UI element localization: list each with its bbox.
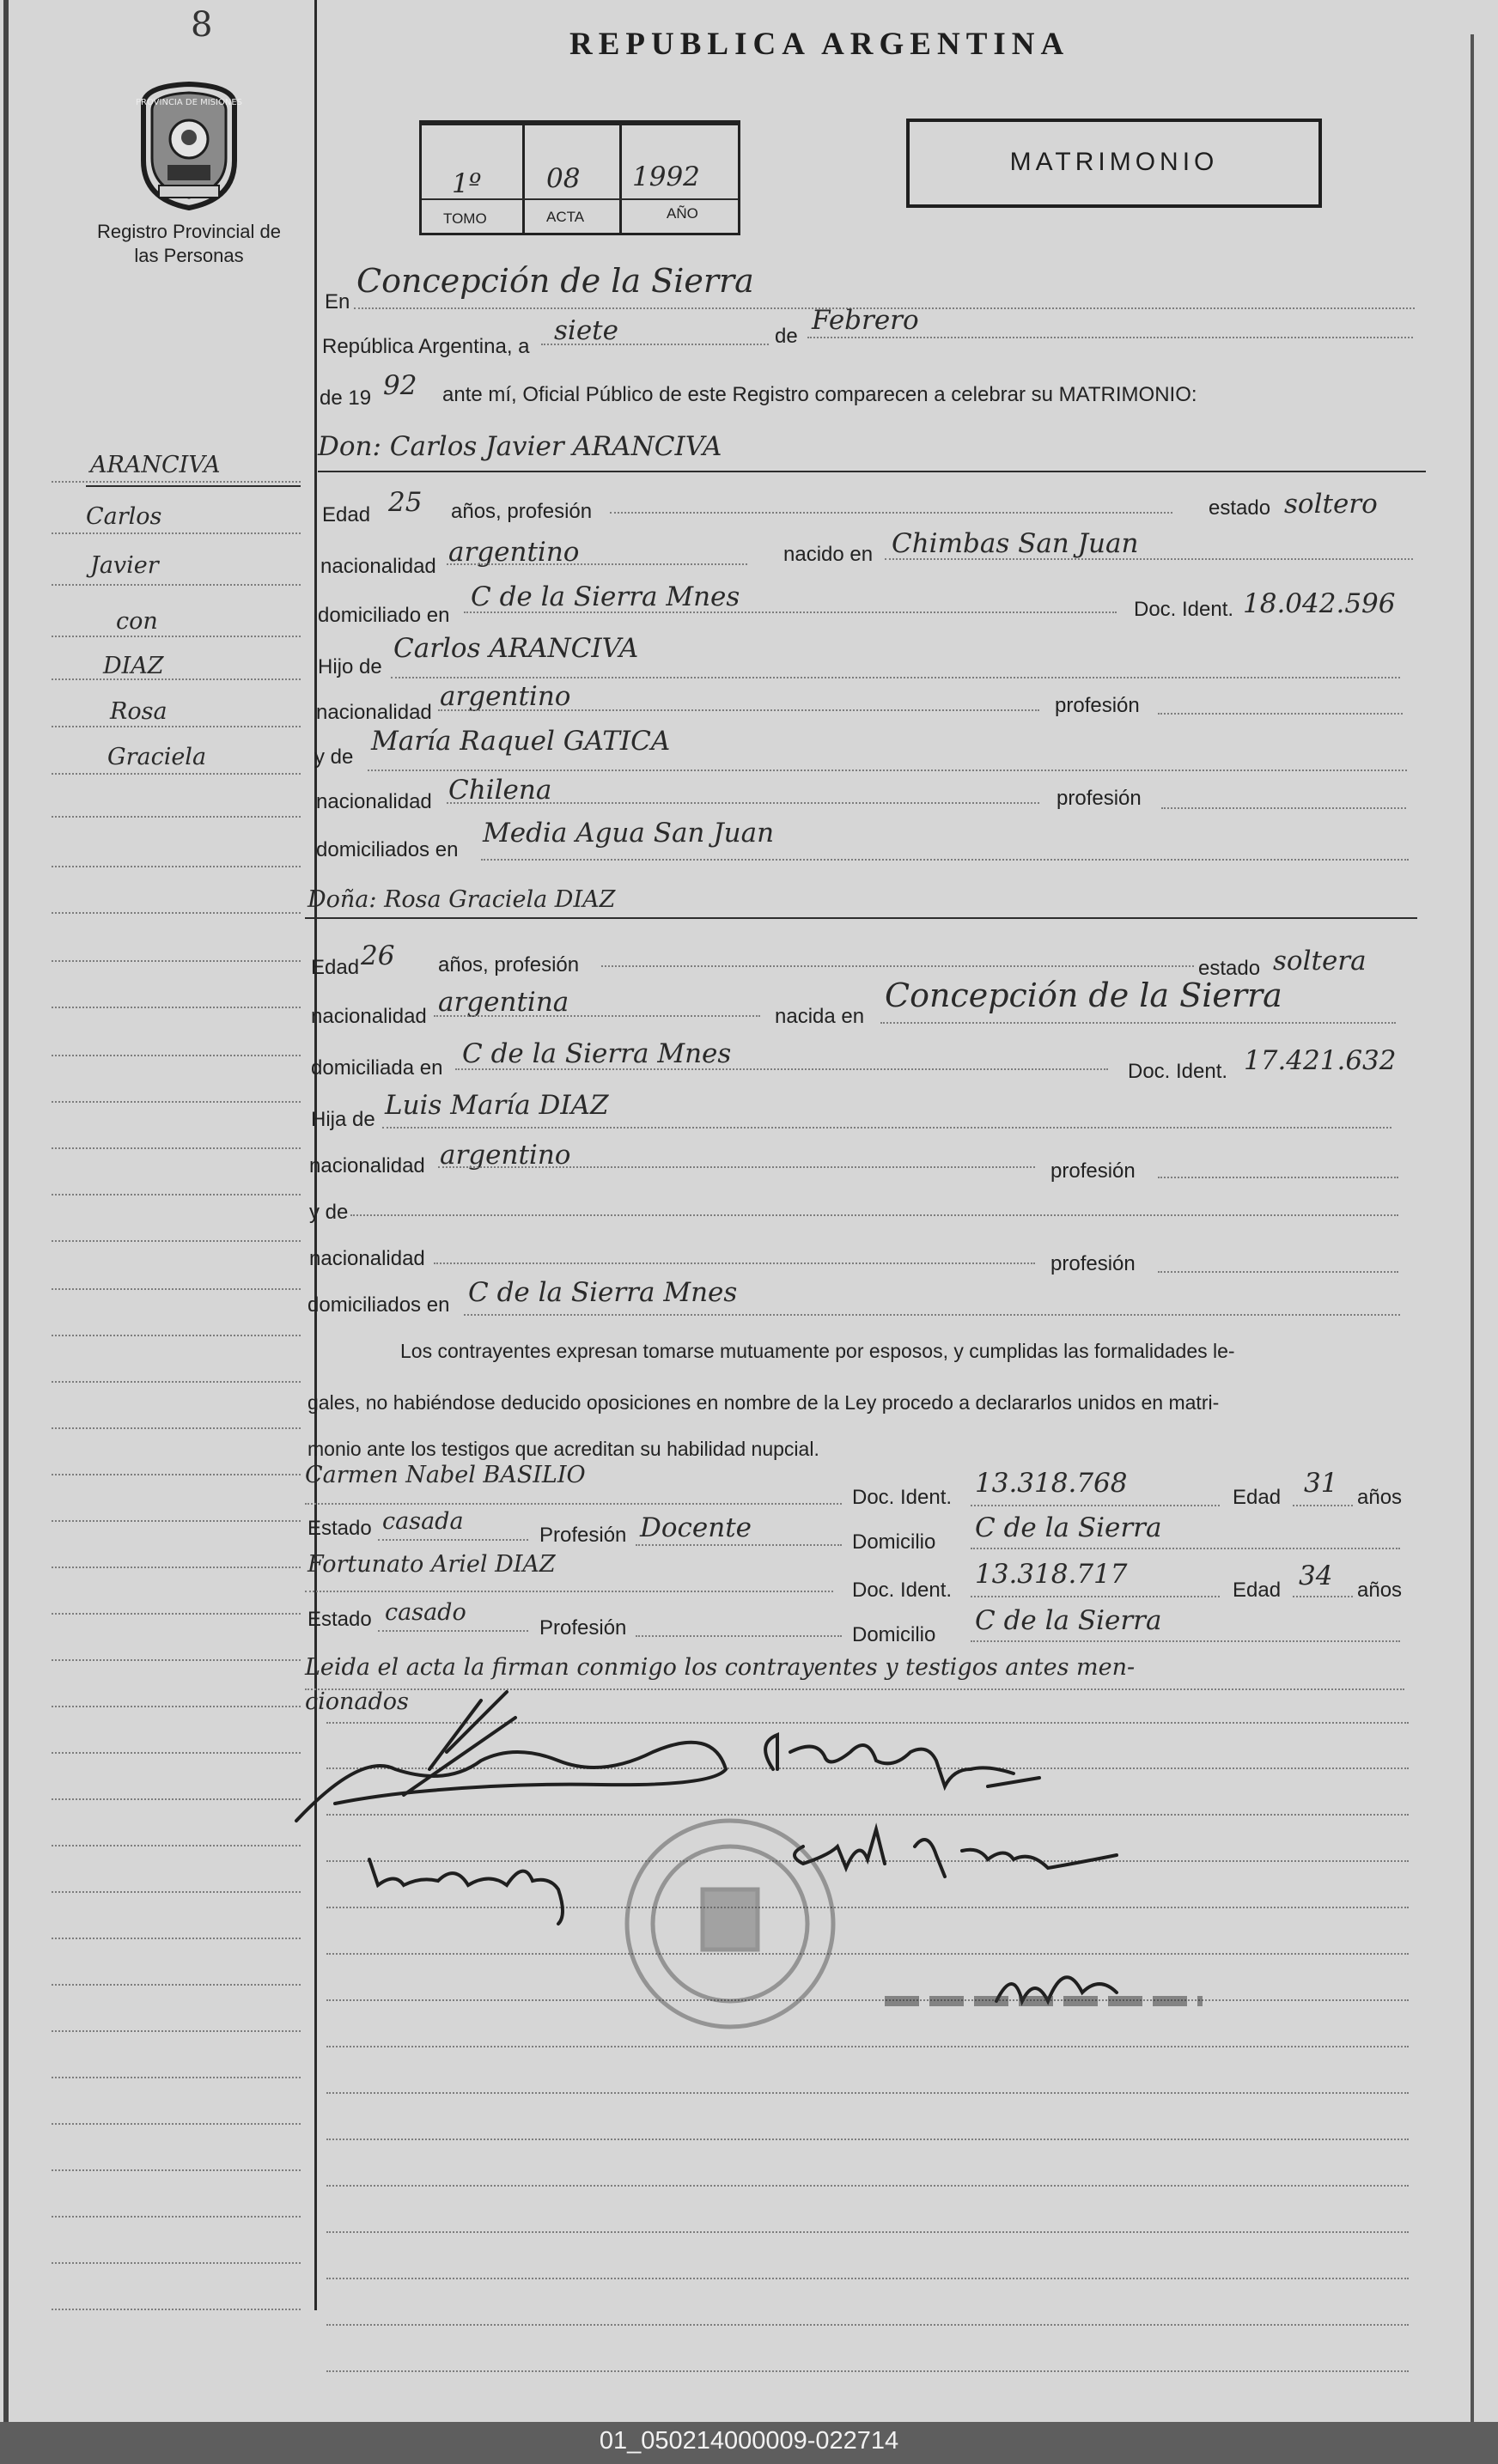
witness2-doc-label: Doc. Ident.: [852, 1579, 953, 1602]
bride-father: Luis María DIAZ: [385, 1090, 609, 1121]
bride-anos-label: años, profesión: [438, 953, 580, 976]
bride-nacida-label: nacida en: [775, 1005, 865, 1028]
closing-line-2: cionados: [305, 1688, 409, 1715]
declaration-line-1: Los contrayentes expresan tomarse mutuamente por esposos, y cumplidas las formalidades le-: [400, 1340, 1235, 1362]
en-label: En: [325, 290, 350, 313]
signature-groom: [296, 1743, 726, 1821]
groom-parents-dom-label: domiciliados en: [316, 838, 459, 861]
signature-official: [996, 1977, 1117, 2001]
day: siete: [554, 315, 618, 346]
groom-mother: María Raquel GATICA: [371, 726, 671, 757]
margin-name-graciela: Graciela: [107, 744, 207, 770]
groom-heading: Don: Carlos Javier ARANCIVA: [318, 431, 722, 462]
witness2-domicilio: C de la Sierra: [975, 1605, 1162, 1636]
year-suffix: 92: [383, 370, 417, 401]
closing-line-1: Leida el acta la firman conmigo los contrayentes y testigos antes men-: [305, 1654, 1136, 1681]
bride-father-nac: argentino: [440, 1140, 571, 1171]
bride-edad-label: Edad: [311, 956, 360, 979]
signature-witness1: [369, 1859, 563, 1924]
groom-mother-prof-label: profesión: [1057, 787, 1142, 810]
margin-name-carlos: Carlos: [86, 503, 162, 530]
witness2-domicilio-label: Domicilio: [852, 1623, 936, 1646]
margin-surname-groom: ARANCIVA: [90, 452, 221, 478]
bride-nacida: Concepción de la Sierra: [885, 976, 1282, 1014]
groom-mother-nac: Chilena: [448, 775, 552, 806]
margin-name-rosa: Rosa: [110, 698, 167, 725]
bride-heading: Doña: Rosa Graciela DIAZ: [308, 886, 616, 913]
de-label: de: [775, 325, 798, 348]
bride-domiciliada-label: domiciliada en: [311, 1056, 443, 1080]
bride-hija-label: Hija de: [311, 1108, 375, 1131]
groom-domicilio: C de la Sierra Mnes: [471, 581, 740, 612]
signature-witness2: [795, 1829, 1117, 1877]
groom-estado-label: estado: [1209, 496, 1271, 520]
groom-estado: soltero: [1284, 489, 1378, 520]
seal-top-text: PROVINCIA DE MISIONES: [136, 98, 242, 107]
groom-nacionalidad: argentino: [448, 537, 580, 568]
tomo-label: TOMO: [443, 210, 487, 227]
groom-doc: 18.042.596: [1243, 588, 1396, 619]
groom-father-nac: argentino: [440, 681, 571, 712]
acta-value: 08: [546, 163, 581, 194]
witness2-name: Fortunato Ariel DIAZ: [308, 1551, 556, 1578]
bride-nacionalidad-label: nacionalidad: [311, 1005, 427, 1028]
bride-domicilio: C de la Sierra Mnes: [462, 1038, 732, 1069]
groom-edad: 25: [388, 487, 423, 518]
witness1-doc-label: Doc. Ident.: [852, 1486, 953, 1509]
groom-nacionalidad-label: nacionalidad: [320, 555, 436, 578]
bride-father-prof-label: profesión: [1050, 1159, 1136, 1183]
witness1-estado-label: Estado: [308, 1517, 372, 1540]
bride-father-nac-label: nacionalidad: [309, 1154, 425, 1177]
groom-doc-label: Doc. Ident.: [1134, 598, 1234, 621]
margin-con: con: [116, 608, 158, 635]
bride-parents-dom-label: domiciliados en: [308, 1293, 450, 1317]
registry-name: Registro Provincial de las Personas: [97, 221, 281, 266]
year-prefix: de 19: [320, 386, 372, 410]
ano-label: AÑO: [667, 205, 698, 222]
tomo-value: 1º: [452, 168, 482, 199]
witness2-profesion-label: Profesión: [539, 1616, 627, 1640]
document-id: 01_050214000009-022714: [599, 2427, 899, 2455]
groom-nacido: Chimbas San Juan: [892, 528, 1139, 559]
bride-y-de-label: y de: [309, 1201, 349, 1224]
groom-hijo-label: Hijo de: [318, 655, 382, 678]
bride-mother-nac-label: nacionalidad: [309, 1247, 425, 1270]
month: Febrero: [812, 305, 919, 336]
witness2-estado-label: Estado: [308, 1608, 372, 1631]
declaration-line-3: monio ante los testigos que acreditan su habilidad nupcial.: [308, 1438, 819, 1460]
witness1-domicilio-label: Domicilio: [852, 1530, 936, 1554]
witness2-edad-label: Edad: [1233, 1579, 1282, 1602]
groom-father: Carlos ARANCIVA: [393, 633, 639, 664]
groom-father-prof-label: profesión: [1055, 694, 1140, 717]
country-title: REPUBLICA ARGENTINA: [569, 27, 1070, 62]
bride-estado: soltera: [1273, 946, 1367, 976]
place: Concepción de la Sierra: [356, 262, 754, 300]
acta-label: ACTA: [546, 209, 585, 225]
republica-label: República Argentina, a: [322, 335, 530, 358]
signature-bride: [765, 1735, 1039, 1786]
witness1-doc: 13.318.768: [975, 1468, 1128, 1499]
witness1-name: Carmen Nabel BASILIO: [305, 1462, 586, 1488]
ano-value: 1992: [632, 161, 700, 192]
act-type: MATRIMONIO: [1009, 148, 1219, 176]
page-number: 8: [191, 5, 213, 45]
witness1-profesion: Docente: [640, 1512, 752, 1543]
witness1-domicilio: C de la Sierra: [975, 1512, 1162, 1543]
groom-edad-label: Edad: [322, 503, 371, 526]
bride-estado-label: estado: [1198, 957, 1261, 980]
bride-parents-dom: C de la Sierra Mnes: [468, 1277, 738, 1308]
intro-text: ante mí, Oficial Público de este Registro comparecen a celebrar su MATRIMONIO:: [442, 383, 1197, 406]
witness1-profesion-label: Profesión: [539, 1524, 627, 1547]
groom-anos-label: años, profesión: [451, 500, 593, 523]
groom-mother-nac-label: nacionalidad: [316, 790, 432, 813]
groom-y-de-label: y de: [314, 745, 354, 769]
witness1-anos-label: años: [1357, 1486, 1403, 1509]
witness1-edad-label: Edad: [1233, 1486, 1282, 1509]
witness1-edad: 31: [1304, 1468, 1338, 1499]
margin-name-javier: Javier: [90, 552, 159, 579]
declaration-line-2: gales, no habiéndose deducido oposiciones en nombre de la Ley procedo a declararlos unidos en matri-: [308, 1391, 1220, 1414]
groom-nacido-label: nacido en: [783, 543, 874, 566]
witness2-edad: 34: [1299, 1561, 1333, 1591]
groom-domiciliado-label: domiciliado en: [318, 604, 450, 627]
groom-parents-dom: Media Agua San Juan: [483, 818, 775, 849]
bride-doc-label: Doc. Ident.: [1128, 1060, 1228, 1083]
groom-father-nac-label: nacionalidad: [316, 701, 432, 724]
witness1-estado: casada: [382, 1508, 464, 1535]
official-stamp: [627, 1821, 833, 2027]
bride-mother-prof-label: profesión: [1050, 1252, 1136, 1275]
witness2-doc: 13.318.717: [975, 1559, 1128, 1590]
bride-doc: 17.421.632: [1244, 1045, 1397, 1076]
margin-surname-bride: DIAZ: [103, 653, 164, 679]
witness2-estado: casado: [385, 1599, 466, 1626]
bride-nacionalidad: argentina: [438, 987, 569, 1018]
witness2-anos-label: años: [1357, 1579, 1403, 1602]
bride-edad: 26: [361, 940, 395, 971]
